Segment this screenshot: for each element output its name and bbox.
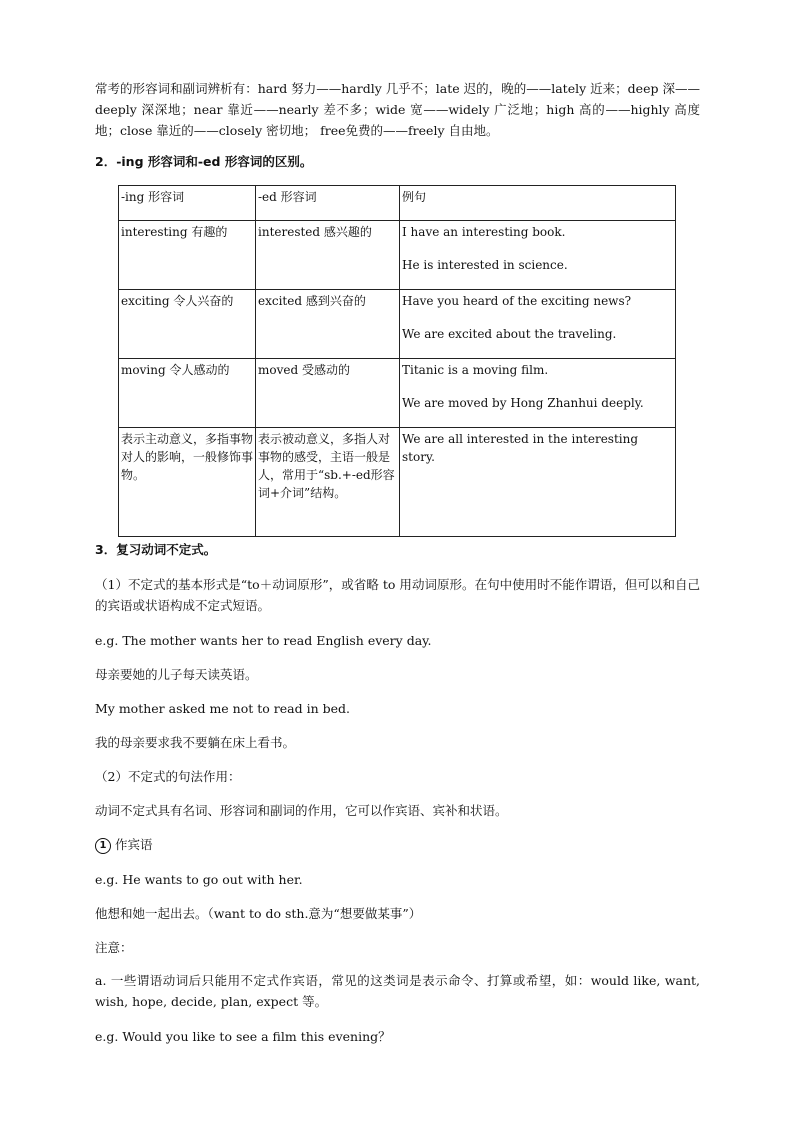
syntax-function-paragraph: 动词不定式具有名词、形容词和副词的作用，它可以作宾语、宾补和状语。 (95, 803, 508, 818)
example-4: e.g. Would you like to see a film this evening？ (95, 1029, 391, 1044)
intro-paragraph: 常考的形容词和副词辨析有：hard 努力——hardly 几乎不；late 迟的，晚的——lately 近来；deep 深——deeply 深深地；near 靠近——nearly 差不多；wide 宽——widely 广泛地；high 高的——highly 高度地；close 靠近的——closely 密切地； free免费的——freely 自由地。 (95, 81, 700, 138)
cell-ed: interested 感兴趣的 (256, 221, 400, 290)
infinitive-form-paragraph: （1）不定式的基本形式是“to＋动词原形”，或省略 to 用动词原形。在句中使用时不能作谓语，但可以和自己的宾语或状语构成不定式短语。 (95, 577, 700, 613)
table-row (119, 290, 676, 359)
example-3: e.g. He wants to go out with her. (95, 872, 303, 887)
header-example: 例句 (400, 186, 676, 221)
cell-ing: moving 令人感动的 (119, 359, 256, 428)
example-sentence: He is interested in science. (402, 258, 568, 272)
header-ed: -ed 形容词 (256, 186, 400, 221)
subheading-as-object (95, 836, 153, 854)
example-1: e.g. The mother wants her to read English every day. (95, 633, 432, 648)
table-row (119, 221, 676, 290)
cell-ed: moved 受感动的 (256, 359, 400, 428)
cell-example (400, 221, 676, 290)
cell-ing-usage: 表示主动意义，多指事物对人的影响，一般修饰事物。 (119, 428, 256, 537)
header-ing: -ing 形容词 (119, 186, 256, 221)
example-sentence: Have you heard of the exciting news? (402, 294, 632, 308)
note-a-paragraph: a. 一些谓语动词后只能用不定式作宾语，常见的这类词是表示命令、打算或希望，如：would like, want, wish, hope, decide, plan, expect 等。 (95, 973, 700, 1009)
cell-ing: exciting 令人兴奋的 (119, 290, 256, 359)
note-label: 注意： (95, 940, 133, 955)
cell-example (400, 290, 676, 359)
section-3-heading: 3．复习动词不定式。 (95, 542, 217, 557)
cell-ing: interesting 有趣的 (119, 221, 256, 290)
example-1-translation: 母亲要她的儿子每天读英语。 (95, 667, 258, 682)
example-sentence: I have an interesting book. (402, 225, 566, 239)
syntax-function-heading: （2）不定式的句法作用： (95, 769, 241, 784)
example-2: My mother asked me not to read in bed. (95, 701, 350, 716)
table-row (119, 359, 676, 428)
cell-ed: excited 感到兴奋的 (256, 290, 400, 359)
cell-example (400, 359, 676, 428)
example-3-translation: 他想和她一起出去。（want to do sth.意为“想要做某事”） (95, 906, 422, 921)
cell-ed-usage: 表示被动意义，多指人对事物的感受，主语一般是人，常用于“sb.+-ed形容词+介词”结构。 (256, 428, 400, 537)
example-sentence: Titanic is a moving film. (402, 363, 549, 377)
table-header-row (119, 186, 676, 221)
example-sentence: We are excited about the traveling. (402, 327, 617, 341)
section-2-heading: 2．-ing 形容词和-ed 形容词的区别。 (95, 154, 313, 169)
example-sentence: We are moved by Hong Zhanhui deeply. (402, 396, 644, 410)
cell-example (400, 428, 676, 537)
adjective-comparison-table (118, 185, 676, 537)
circled-number: 1 (95, 838, 111, 854)
example-sentence: We are all interested in the interesting story. (402, 432, 639, 464)
subheading-label: 作宾语 (115, 837, 153, 852)
example-2-translation: 我的母亲要求我不要躺在床上看书。 (95, 735, 296, 750)
table-row (119, 428, 676, 537)
